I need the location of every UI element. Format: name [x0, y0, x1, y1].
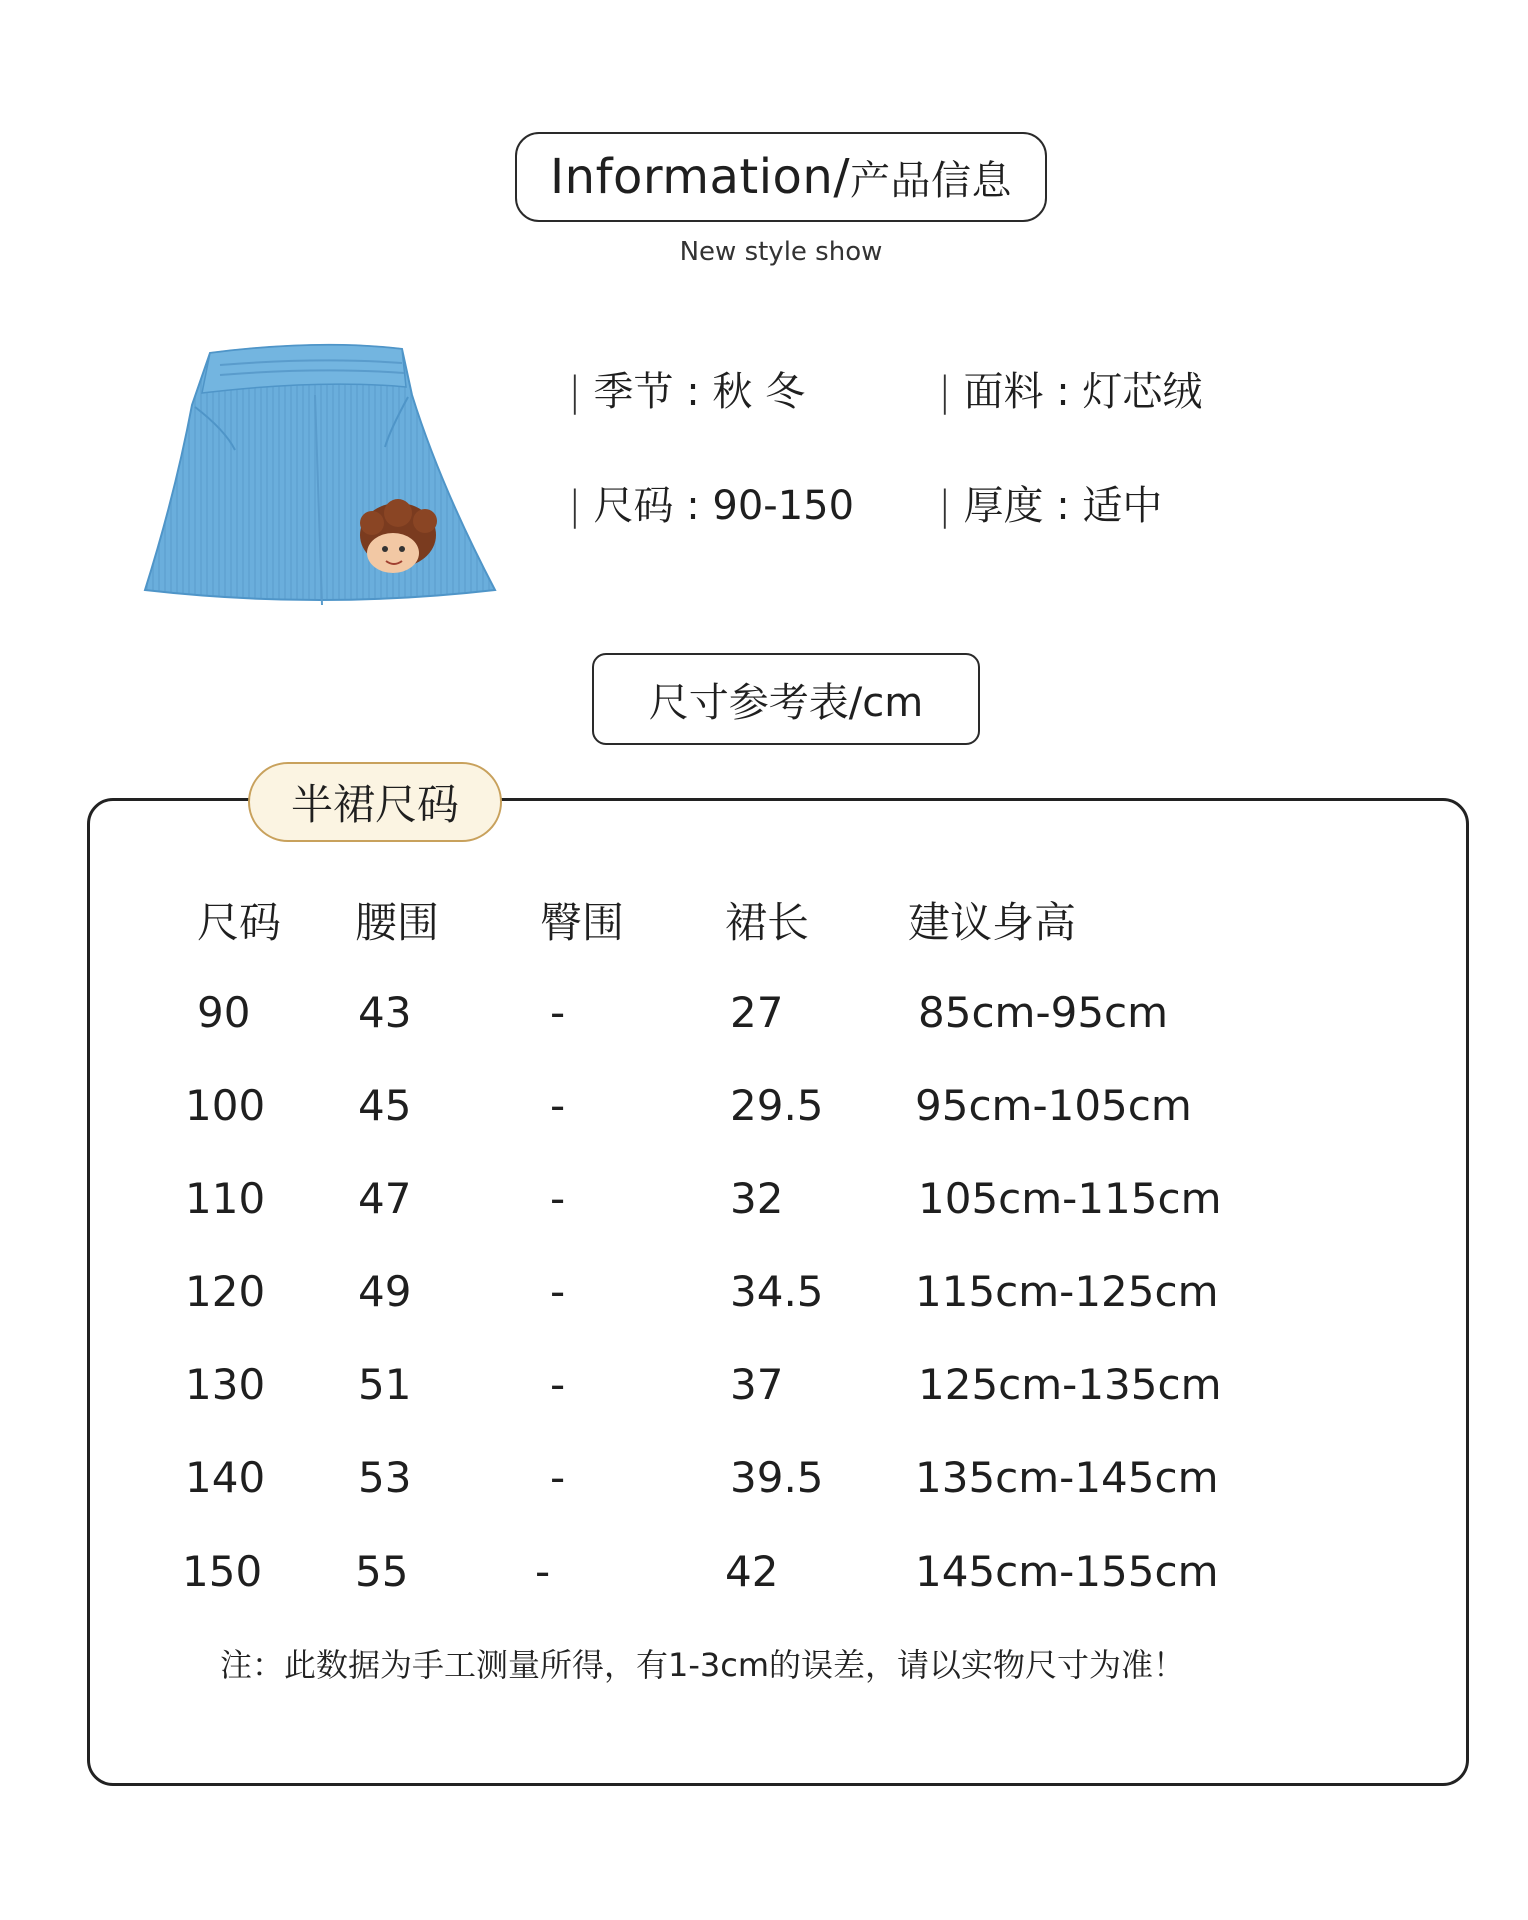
table-cell: 51: [358, 1360, 412, 1409]
title-cn: 产品信息: [850, 157, 1013, 204]
page-title: [515, 132, 1047, 222]
table-cell: -: [550, 1453, 566, 1502]
table-cell: -: [535, 1547, 551, 1596]
col-header-height: 建议身高: [908, 898, 1077, 947]
table-cell: -: [550, 1360, 566, 1409]
table-cell: 130: [185, 1360, 266, 1409]
table-cell: 42: [725, 1547, 779, 1596]
table-cell: 120: [185, 1267, 266, 1316]
table-cell: 53: [358, 1453, 412, 1502]
table-cell: 145cm-155cm: [915, 1547, 1219, 1596]
size-table-tag: 半裙尺码: [248, 762, 502, 842]
table-cell: 105cm-115cm: [918, 1174, 1222, 1223]
measurement-note: 注：此数据为手工测量所得，有1-3cm的误差，请以实物尺寸为准！: [220, 1646, 1186, 1684]
table-cell: 140: [185, 1453, 266, 1502]
table-cell: 29.5: [730, 1081, 824, 1130]
table-cell: -: [550, 1267, 566, 1316]
table-cell: 135cm-145cm: [915, 1453, 1219, 1502]
attribute-thickness: | 厚度 : 适中: [938, 483, 1163, 529]
table-cell: 110: [185, 1174, 266, 1223]
subtitle: New style show: [679, 237, 883, 267]
col-header-hip: 臀围: [540, 898, 625, 947]
table-cell: -: [550, 1081, 566, 1130]
table-cell: 115cm-125cm: [915, 1267, 1219, 1316]
table-cell: 47: [358, 1174, 412, 1223]
table-cell: 150: [182, 1547, 263, 1596]
table-cell: 43: [358, 988, 412, 1037]
product-image: [140, 335, 500, 610]
table-cell: -: [550, 1174, 566, 1223]
col-header-size: 尺码: [197, 898, 282, 947]
title-en: Information/: [549, 149, 851, 205]
table-cell: 37: [730, 1360, 784, 1409]
table-cell: 49: [358, 1267, 412, 1316]
table-cell: 32: [730, 1174, 784, 1223]
table-cell: 85cm-95cm: [918, 988, 1169, 1037]
attribute-size: | 尺码 : 90-150: [568, 483, 855, 529]
table-cell: 95cm-105cm: [915, 1081, 1192, 1130]
table-cell: 55: [355, 1547, 409, 1596]
table-cell: -: [550, 988, 566, 1037]
table-cell: 39.5: [730, 1453, 824, 1502]
table-cell: 27: [730, 988, 784, 1037]
table-cell: 100: [185, 1081, 266, 1130]
attribute-fabric: | 面料 : 灯芯绒: [938, 369, 1203, 415]
size-chart-title: 尺寸参考表/cm: [592, 653, 980, 745]
col-header-waist: 腰围: [355, 898, 440, 947]
table-cell: 45: [358, 1081, 412, 1130]
table-cell: 125cm-135cm: [918, 1360, 1222, 1409]
table-cell: 90: [197, 988, 251, 1037]
table-cell: 34.5: [730, 1267, 824, 1316]
col-header-length: 裙长: [725, 898, 810, 947]
attribute-season: | 季节 : 秋 冬: [568, 369, 806, 415]
